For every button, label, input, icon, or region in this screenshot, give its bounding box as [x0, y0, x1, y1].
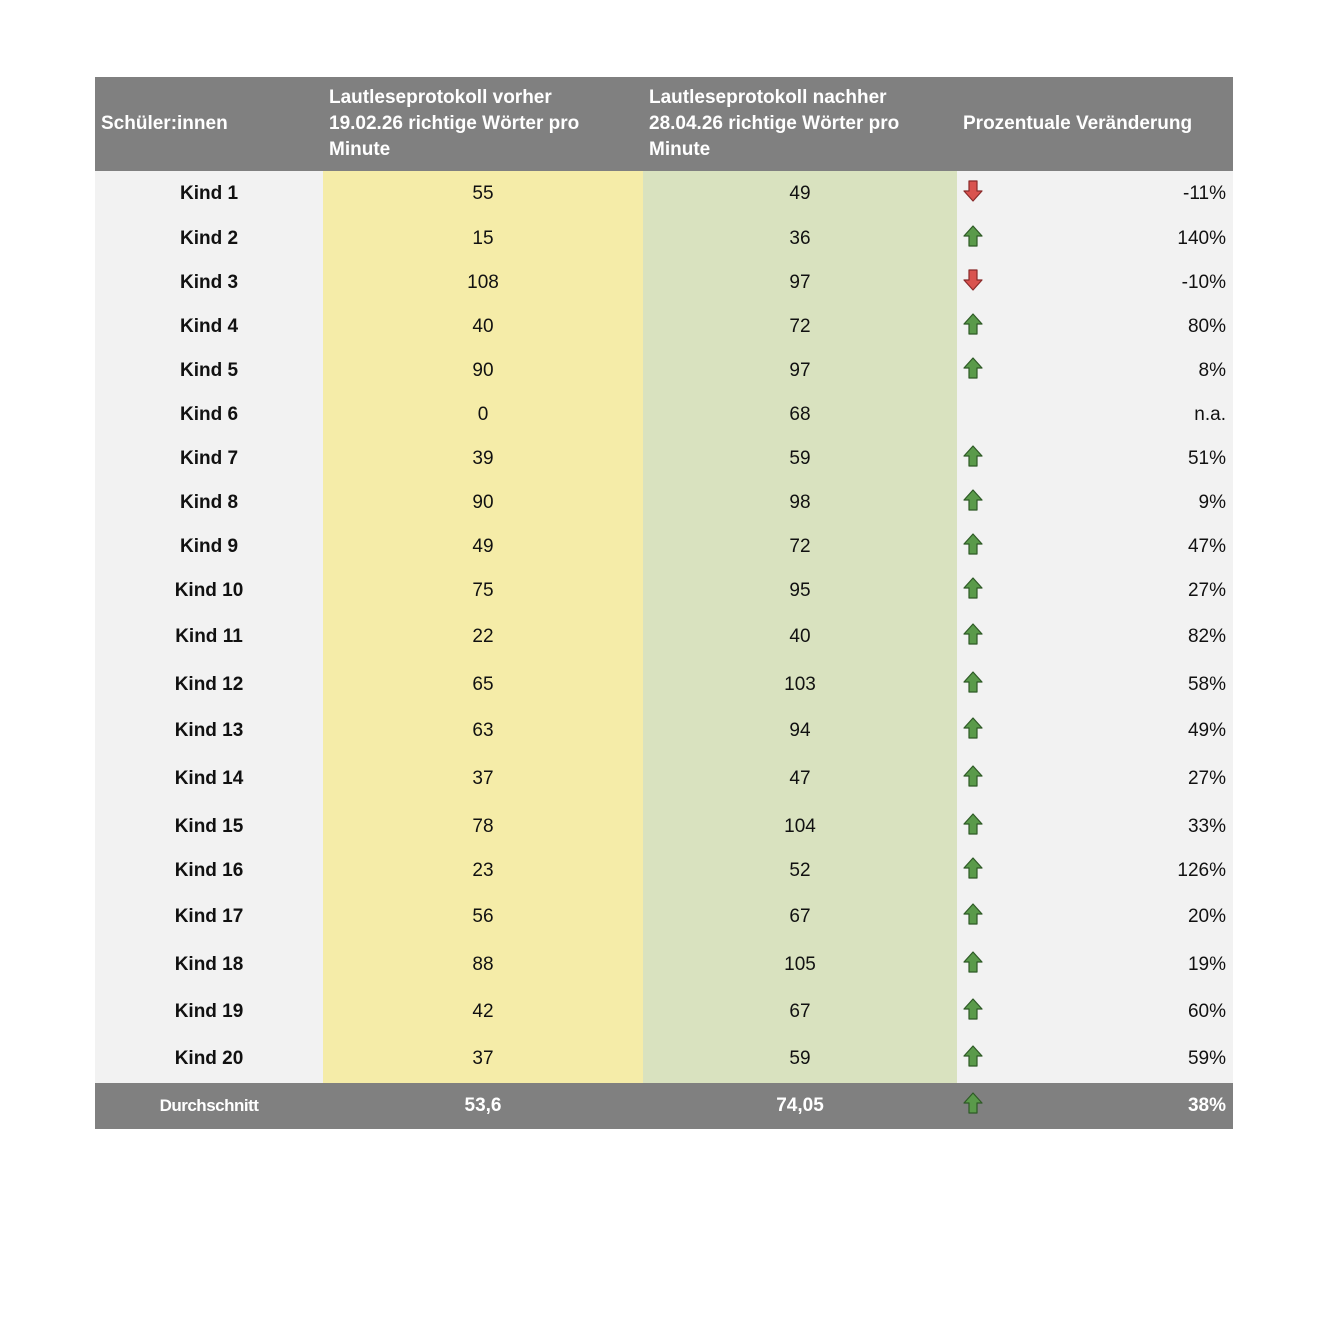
student-name: Kind 14 — [95, 753, 323, 805]
value-after: 59 — [643, 437, 957, 481]
arrow-up-icon — [963, 857, 983, 885]
header-change: Prozentuale Veränderung — [963, 113, 1193, 134]
arrow-down-icon — [963, 269, 983, 297]
student-name: Kind 19 — [95, 989, 323, 1035]
arrow-down-icon — [963, 180, 983, 208]
change-cell — [957, 753, 1233, 805]
student-name: Kind 8 — [95, 481, 323, 525]
footer-change-cell — [957, 1083, 1233, 1129]
value-after: 72 — [643, 525, 957, 569]
value-after: 94 — [643, 709, 957, 753]
change-cell — [957, 613, 1233, 661]
value-after: 68 — [643, 393, 957, 437]
change-cell — [957, 481, 1233, 525]
change-cell — [957, 709, 1233, 753]
header-before: Lautleseprotokoll vorher 19.02.26 richtige Wörter pro Minute — [329, 87, 580, 160]
student-name: Kind 11 — [95, 613, 323, 661]
value-after: 67 — [643, 893, 957, 941]
table-row — [95, 569, 1233, 613]
table-row — [95, 709, 1233, 753]
change-cell — [957, 261, 1233, 305]
student-name: Kind 7 — [95, 437, 323, 481]
arrow-up-icon — [963, 577, 983, 605]
student-name: Kind 1 — [95, 171, 323, 217]
table-row — [95, 661, 1233, 709]
change-value: 9% — [1198, 492, 1226, 513]
change-value: 8% — [1198, 360, 1226, 381]
change-cell — [957, 525, 1233, 569]
change-value: 33% — [1187, 816, 1226, 837]
table-row — [95, 753, 1233, 805]
arrow-up-icon — [963, 533, 983, 561]
student-name: Kind 20 — [95, 1035, 323, 1083]
student-name: Kind 9 — [95, 525, 323, 569]
table-footer — [95, 1083, 1233, 1129]
change-value: 60% — [1187, 1001, 1226, 1022]
table-row — [95, 941, 1233, 989]
change-cell — [957, 941, 1233, 989]
student-name: Kind 4 — [95, 305, 323, 349]
table-row — [95, 217, 1233, 261]
value-after: 67 — [643, 989, 957, 1035]
change-value: 51% — [1187, 448, 1226, 469]
arrow-up-icon — [963, 313, 983, 341]
table-row — [95, 1035, 1233, 1083]
arrow-up-icon — [963, 903, 983, 931]
value-after: 105 — [643, 941, 957, 989]
arrow-up-icon — [963, 357, 983, 385]
header-students: Schüler:innen — [101, 113, 228, 134]
arrow-up-icon — [963, 225, 983, 253]
change-cell — [957, 569, 1233, 613]
value-after: 36 — [643, 217, 957, 261]
change-value: 126% — [1177, 860, 1226, 881]
value-before: 22 — [323, 613, 643, 661]
value-before: 40 — [323, 305, 643, 349]
arrow-up-icon — [963, 1045, 983, 1073]
change-value: 49% — [1187, 720, 1226, 741]
value-before: 23 — [323, 849, 643, 893]
table-body — [95, 171, 1233, 1083]
student-name: Kind 3 — [95, 261, 323, 305]
change-cell — [957, 393, 1233, 437]
header-after: Lautleseprotokoll nachher 28.04.26 richtige Wörter pro Minute — [649, 87, 900, 160]
change-cell — [957, 171, 1233, 217]
student-name: Kind 13 — [95, 709, 323, 753]
arrow-up-icon — [963, 951, 983, 979]
arrow-up-icon — [963, 623, 983, 651]
change-cell — [957, 217, 1233, 261]
footer-label: Durchschnitt — [159, 1096, 259, 1115]
change-value: 140% — [1177, 228, 1226, 249]
value-after: 52 — [643, 849, 957, 893]
change-cell — [957, 805, 1233, 849]
value-after: 97 — [643, 261, 957, 305]
change-value: 80% — [1187, 316, 1226, 337]
arrow-up-icon — [963, 1092, 983, 1120]
value-before: 55 — [323, 171, 643, 217]
change-value: n.a. — [1194, 404, 1226, 425]
value-before: 56 — [323, 893, 643, 941]
table-row — [95, 481, 1233, 525]
value-after: 40 — [643, 613, 957, 661]
change-value: 19% — [1187, 954, 1226, 975]
value-before: 90 — [323, 349, 643, 393]
change-cell — [957, 893, 1233, 941]
arrow-up-icon — [963, 445, 983, 473]
table-row — [95, 989, 1233, 1035]
arrow-up-icon — [963, 765, 983, 793]
change-value: -10% — [1181, 272, 1226, 293]
value-after: 98 — [643, 481, 957, 525]
value-after: 49 — [643, 171, 957, 217]
table-row — [95, 893, 1233, 941]
results-table — [95, 77, 1233, 1129]
no-trend-icon — [963, 401, 983, 429]
table-row — [95, 849, 1233, 893]
table-row — [95, 437, 1233, 481]
student-name: Kind 2 — [95, 217, 323, 261]
change-value: 58% — [1187, 674, 1226, 695]
change-value: 59% — [1187, 1048, 1226, 1069]
value-before: 65 — [323, 661, 643, 709]
value-before: 39 — [323, 437, 643, 481]
change-value: 27% — [1187, 580, 1226, 601]
value-before: 108 — [323, 261, 643, 305]
value-before: 37 — [323, 753, 643, 805]
change-cell — [957, 305, 1233, 349]
change-value: 27% — [1187, 768, 1226, 789]
table-row — [95, 349, 1233, 393]
change-cell — [957, 661, 1233, 709]
value-before: 42 — [323, 989, 643, 1035]
student-name: Kind 15 — [95, 805, 323, 849]
change-cell — [957, 989, 1233, 1035]
value-before: 75 — [323, 569, 643, 613]
value-after: 104 — [643, 805, 957, 849]
value-after: 72 — [643, 305, 957, 349]
value-before: 88 — [323, 941, 643, 989]
value-before: 0 — [323, 393, 643, 437]
table-row — [95, 171, 1233, 217]
footer-before: 53,6 — [464, 1095, 502, 1116]
table-row — [95, 805, 1233, 849]
arrow-up-icon — [963, 813, 983, 841]
value-after: 95 — [643, 569, 957, 613]
value-after: 59 — [643, 1035, 957, 1083]
arrow-up-icon — [963, 717, 983, 745]
table-row — [95, 261, 1233, 305]
change-value: 82% — [1187, 626, 1226, 647]
change-value: -11% — [1183, 183, 1226, 204]
change-cell — [957, 349, 1233, 393]
student-name: Kind 12 — [95, 661, 323, 709]
arrow-up-icon — [963, 998, 983, 1026]
table-row — [95, 393, 1233, 437]
value-before: 15 — [323, 217, 643, 261]
value-before: 63 — [323, 709, 643, 753]
table-row — [95, 305, 1233, 349]
change-cell — [957, 1035, 1233, 1083]
student-name: Kind 10 — [95, 569, 323, 613]
value-after: 47 — [643, 753, 957, 805]
change-cell — [957, 849, 1233, 893]
change-cell — [957, 437, 1233, 481]
arrow-up-icon — [963, 671, 983, 699]
value-before: 37 — [323, 1035, 643, 1083]
table-row — [95, 613, 1233, 661]
value-after: 103 — [643, 661, 957, 709]
arrow-up-icon — [963, 489, 983, 517]
student-name: Kind 16 — [95, 849, 323, 893]
table-header — [95, 77, 1233, 171]
value-before: 49 — [323, 525, 643, 569]
student-name: Kind 18 — [95, 941, 323, 989]
student-name: Kind 5 — [95, 349, 323, 393]
change-value: 20% — [1187, 906, 1226, 927]
value-before: 90 — [323, 481, 643, 525]
student-name: Kind 6 — [95, 393, 323, 437]
student-name: Kind 17 — [95, 893, 323, 941]
footer-change: 38% — [1187, 1095, 1226, 1116]
change-value: 47% — [1187, 536, 1226, 557]
value-before: 78 — [323, 805, 643, 849]
footer-after: 74,05 — [776, 1095, 824, 1116]
value-after: 97 — [643, 349, 957, 393]
table-row — [95, 525, 1233, 569]
